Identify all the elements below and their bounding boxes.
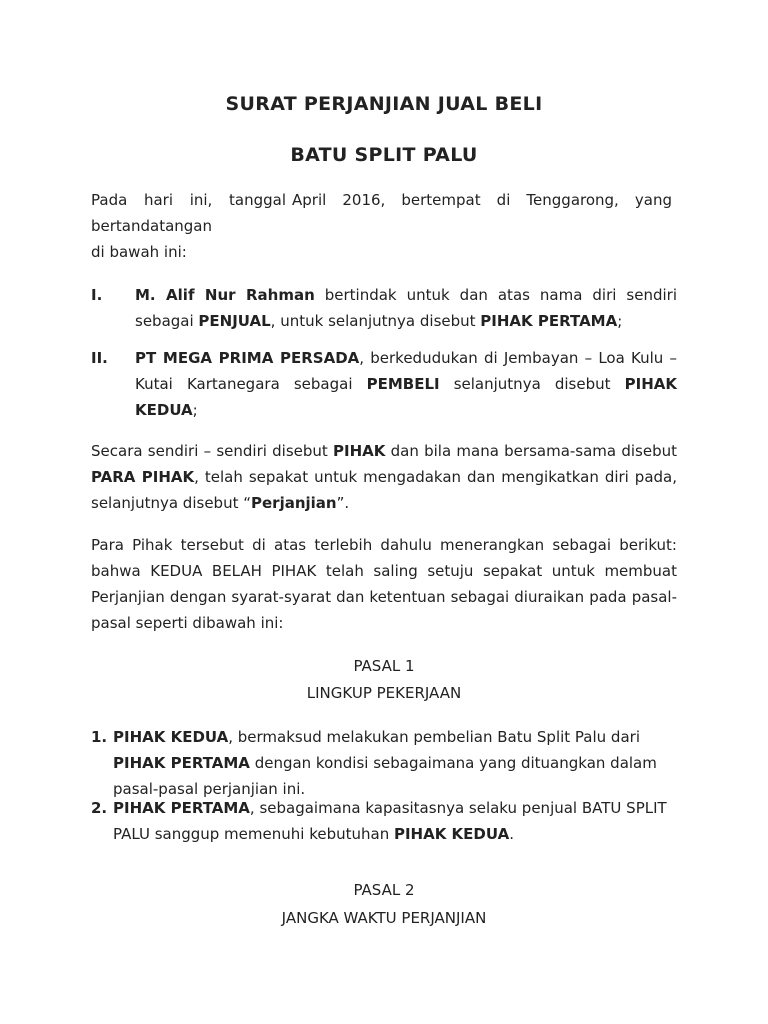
- party-name: M. Alif Nur Rahman: [135, 286, 315, 304]
- party-alias: KEDUA: [135, 401, 193, 419]
- intro-row1: [91, 187, 677, 213]
- list-text: , sebagaimana kapasitasnya selaku penjual BATU SPLIT: [249, 799, 667, 817]
- paragraph-term: PARA PIHAK: [91, 468, 195, 486]
- party-alias: PIHAK: [624, 375, 677, 393]
- paragraph-text: dan bila mana bersama-sama disebut: [385, 442, 677, 460]
- definitions-paragraph: [91, 438, 677, 516]
- party-line: [135, 345, 677, 371]
- document-title: SURAT PERJANJIAN JUAL BELI: [225, 93, 543, 115]
- paragraph-line: pasal seperti dibawah ini:: [91, 614, 284, 632]
- paragraph-term: PIHAK: [333, 442, 386, 460]
- intro-date-prefix: Pada hari ini, tanggal: [91, 191, 286, 209]
- party-text: sebagai: [135, 312, 199, 330]
- document-subtitle: BATU SPLIT PALU: [290, 144, 478, 166]
- paragraph-line: Para Pihak tersebut di atas terlebih dahulu menerangkan sebagai berikut:: [91, 536, 677, 554]
- list-term: PIHAK KEDUA: [113, 728, 229, 746]
- party-text: , berkedudukan di Jembayan – Loa Kulu –: [359, 349, 677, 367]
- party-name: PT MEGA PRIMA PERSADA: [135, 349, 360, 367]
- paragraph-line: Perjanjian dengan syarat-syarat dan ketentuan sebagai diuraikan pada pasal-: [91, 588, 677, 606]
- intro-paragraph: [91, 187, 677, 265]
- paragraph-text: Secara sendiri – sendiri disebut: [91, 442, 334, 460]
- party-line: [135, 371, 677, 397]
- party-text: ;: [617, 312, 623, 330]
- list-item-text: [113, 795, 673, 847]
- recital-paragraph: [91, 532, 677, 636]
- paragraph-term: Perjanjian: [251, 494, 337, 512]
- intro-row2: bertandatangan: [91, 217, 213, 235]
- party-role: PEMBELI: [366, 375, 440, 393]
- list-line: [113, 724, 673, 750]
- party-alias: PIHAK PERTAMA: [480, 312, 618, 330]
- party-line: [135, 308, 677, 334]
- pasal-2-heading: PASAL 2: [353, 881, 415, 899]
- party-text: ;: [192, 401, 198, 419]
- party-number: II.: [91, 349, 108, 367]
- paragraph-text: selanjutnya disebut “: [91, 494, 251, 512]
- party-text: Kutai Kartanegara sebagai: [135, 375, 367, 393]
- paragraph-text: , telah sepakat untuk mengadakan dan mengikatkan diri pada,: [194, 468, 678, 486]
- paragraph-text: ”.: [336, 494, 350, 512]
- party-text: selanjutnya disebut: [439, 375, 625, 393]
- pasal-2-subheading: JANGKA WAKTU PERJANJIAN: [281, 909, 487, 927]
- party-role: PENJUAL: [198, 312, 271, 330]
- list-number: 2.: [91, 799, 108, 817]
- paragraph-line: bahwa KEDUA BELAH PIHAK telah saling setuju sepakat untuk membuat: [91, 562, 677, 580]
- list-number: 1.: [91, 728, 108, 746]
- pasal-1-heading: PASAL 1: [353, 657, 415, 675]
- intro-date-suffix: April 2016, bertempat di Tenggarong, yang: [292, 191, 672, 209]
- party-text: bertindak untuk dan atas nama diri sendiri: [314, 286, 677, 304]
- list-term: PIHAK KEDUA: [393, 825, 510, 843]
- party-line: [135, 397, 677, 423]
- list-line: pasal-pasal perjanjian ini.: [113, 780, 306, 798]
- list-line: [113, 795, 673, 821]
- paragraph-line: [91, 438, 677, 464]
- party-text: , untuk selanjutnya disebut: [270, 312, 481, 330]
- list-line: [113, 821, 673, 847]
- party-description: [135, 282, 677, 334]
- list-text: dengan kondisi sebagaimana yang dituangkan dalam: [249, 754, 657, 772]
- list-text: , bermaksud melakukan pembelian Batu Split Palu dari: [228, 728, 640, 746]
- paragraph-line: [91, 490, 677, 516]
- list-item-text: [113, 724, 673, 802]
- party-description: [135, 345, 677, 423]
- intro-row3: di bawah ini:: [91, 243, 187, 261]
- pasal-1-subheading: LINGKUP PEKERJAAN: [306, 684, 462, 702]
- party-number: I.: [91, 286, 103, 304]
- list-text: .: [509, 825, 514, 843]
- party-line: [135, 282, 677, 308]
- list-term: PIHAK PERTAMA: [113, 799, 250, 817]
- list-line: [113, 750, 673, 776]
- paragraph-line: [91, 464, 677, 490]
- list-text: PALU sanggup memenuhi kebutuhan: [113, 825, 394, 843]
- list-term: PIHAK PERTAMA: [113, 754, 250, 772]
